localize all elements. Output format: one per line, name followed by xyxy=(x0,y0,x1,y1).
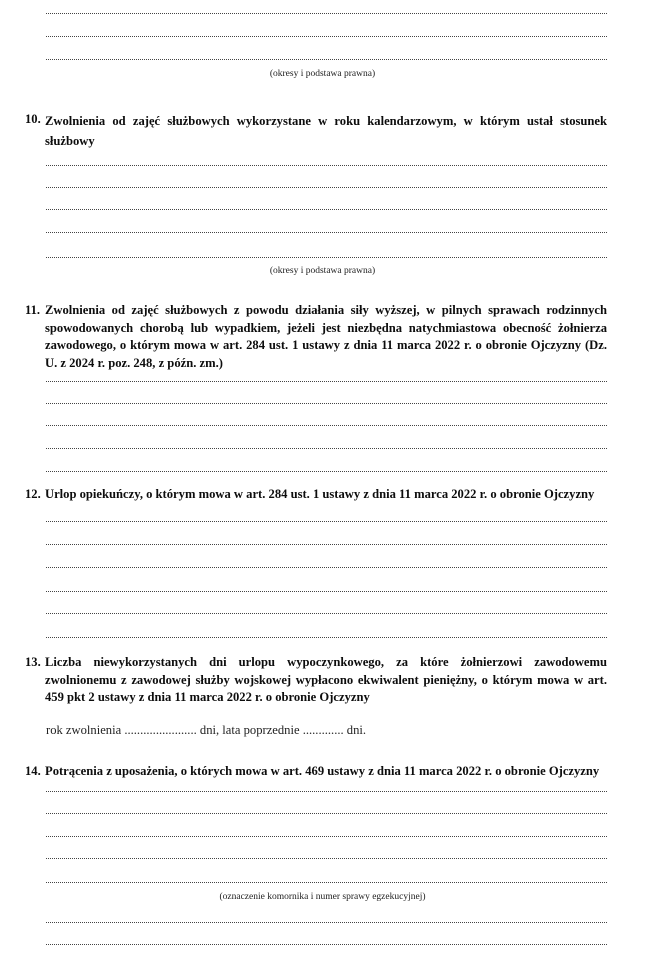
fill-line[interactable] xyxy=(46,591,607,593)
section-title: Liczba niewykorzystanych dni urlopu wypoczynkowego, za które żołnierzowi zawodowemu zwolnionemu z zawodowej służby wojskowej wypłacono ekwiwalent pieniężny, o którym mowa w art. 459 pkt 2 ustawy z dnia 11 marca 2022 r. o obronie Ojczyzny xyxy=(45,655,607,705)
section-title: Potrącenia z uposażenia, o których mowa w art. 469 ustawy z dnia 11 marca 2022 r. o obronie Ojczyzny xyxy=(45,764,600,778)
section-title: Zwolnienia od zajęć służbowych wykorzystane w roku kalendarzowym, w którym ustał stosunek służbowy xyxy=(45,114,607,148)
section-title: Zwolnienia od zajęć służbowych z powodu działania siły wyższej, w pilnych sprawach rodzinnych spowodowanych chorobą lub wypadkiem, jeżeli jest niezbędna natychmiastowa obecność żołnierza zawodowego, o którym mowa w art. 284 ust. 1 ustawy z dnia 11 marca 2022 r. o obronie Ojczyzny (Dz. U. z 2024 r. poz. 248, z późn. zm.) xyxy=(45,303,607,370)
fill-line[interactable] xyxy=(46,544,607,546)
fill-line[interactable] xyxy=(46,403,607,405)
fill-line[interactable] xyxy=(46,165,607,167)
section-heading xyxy=(25,111,607,151)
fill-line[interactable] xyxy=(46,471,607,473)
fill-line[interactable] xyxy=(46,836,607,838)
fill-line[interactable] xyxy=(46,791,607,793)
section-heading xyxy=(25,302,607,372)
fill-line[interactable] xyxy=(46,232,607,234)
section-heading xyxy=(25,654,607,707)
fill-line[interactable] xyxy=(46,922,607,924)
section-number: 10. xyxy=(25,112,41,126)
fill-line[interactable] xyxy=(46,381,607,383)
field-caption: (oznaczenie komornika i numer sprawy egzekucyjnej) xyxy=(219,892,426,902)
section-number: 14. xyxy=(25,764,41,778)
fill-line[interactable] xyxy=(46,425,607,427)
section-number: 13. xyxy=(25,655,41,669)
fill-line[interactable] xyxy=(46,813,607,815)
field-caption: (okresy i podstawa prawna) xyxy=(269,266,376,276)
fill-line[interactable] xyxy=(46,187,607,189)
fill-line[interactable] xyxy=(46,59,607,61)
fill-line[interactable] xyxy=(46,257,607,259)
fill-line[interactable] xyxy=(46,567,607,569)
fill-line[interactable] xyxy=(46,521,607,523)
section-heading xyxy=(25,763,607,781)
section-title: Urlop opiekuńczy, o którym mowa w art. 284 ust. 1 ustawy z dnia 11 marca 2022 r. o obronie Ojczyzny xyxy=(45,487,595,501)
fill-line[interactable] xyxy=(46,882,607,884)
section-number: 11. xyxy=(25,303,41,317)
section-number: 12. xyxy=(25,487,41,501)
fill-line[interactable] xyxy=(46,613,607,615)
fill-line[interactable] xyxy=(46,448,607,450)
fill-line[interactable] xyxy=(46,637,607,639)
fill-line[interactable] xyxy=(46,13,607,15)
fill-line[interactable] xyxy=(46,944,607,946)
section-heading xyxy=(25,486,607,504)
fill-line[interactable] xyxy=(46,209,607,211)
fill-line[interactable] xyxy=(46,36,607,38)
unused-leave-days-field[interactable]: rok zwolnienia ....................... dni, lata poprzednie ............. dni. xyxy=(46,723,367,737)
field-caption: (okresy i podstawa prawna) xyxy=(269,69,376,79)
fill-line[interactable] xyxy=(46,858,607,860)
